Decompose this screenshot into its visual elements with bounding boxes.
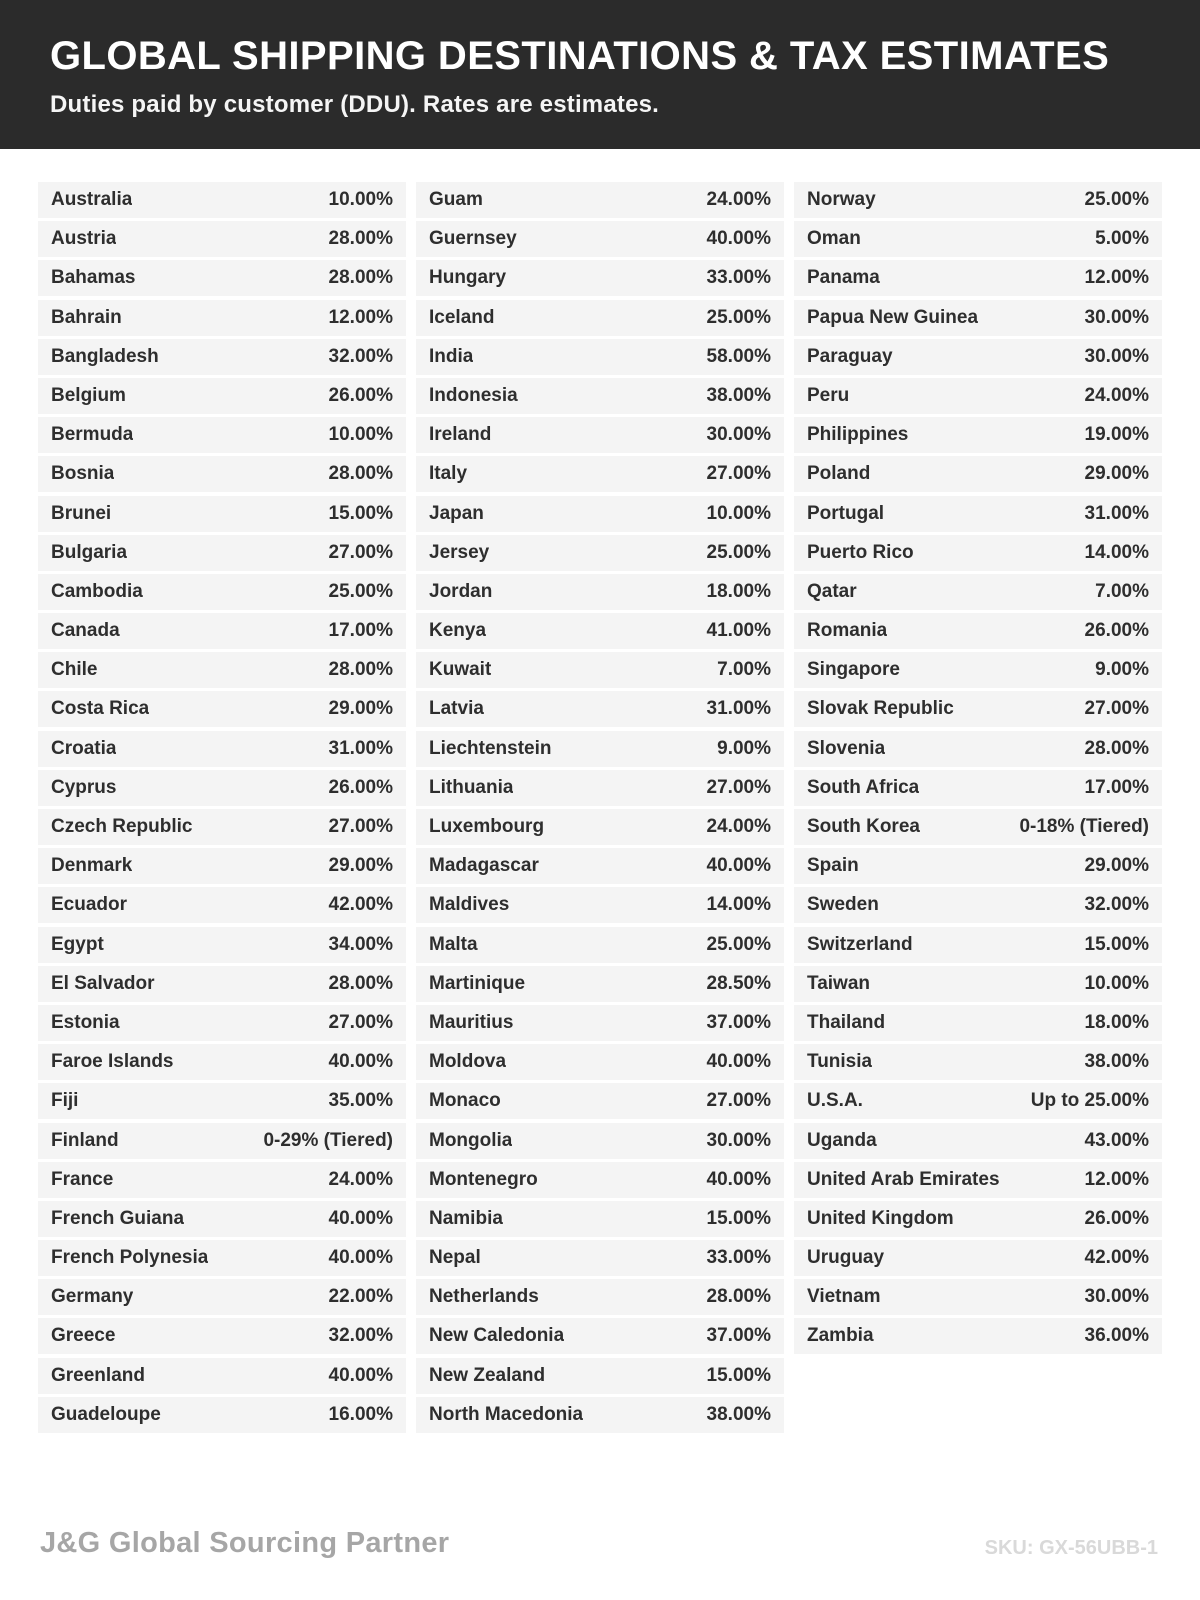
table-row — [38, 456, 406, 492]
country-label: Canada — [51, 620, 120, 642]
rate-value: 35.00% — [328, 1090, 393, 1112]
header-banner — [0, 0, 1200, 149]
table-row — [38, 770, 406, 806]
rate-value: Up to 25.00% — [1030, 1090, 1149, 1112]
country-label: El Salvador — [51, 972, 155, 994]
country-label: Latvia — [429, 698, 484, 720]
rate-value: 27.00% — [1084, 698, 1149, 720]
rate-value: 18.00% — [706, 580, 771, 602]
rate-value: 40.00% — [328, 1247, 393, 1269]
table-row — [794, 339, 1162, 375]
country-label: Czech Republic — [51, 816, 193, 837]
rate-value: 31.00% — [1084, 502, 1149, 524]
rate-value: 12.00% — [1084, 1168, 1149, 1190]
country-label: Faroe Islands — [51, 1051, 174, 1073]
rate-value: 28.00% — [328, 463, 393, 485]
rate-value: 18.00% — [1084, 1011, 1149, 1033]
brand-name: J&G Global Sourcing Partner — [40, 1527, 450, 1559]
rate-value: 10.00% — [1084, 972, 1149, 994]
rate-value: 36.00% — [1084, 1325, 1149, 1347]
rate-value: 17.00% — [328, 620, 393, 642]
rate-value: 28.00% — [328, 228, 393, 250]
rate-value: 7.00% — [1095, 580, 1149, 602]
table-row — [38, 1123, 406, 1159]
table-row — [416, 691, 784, 727]
table-row — [794, 378, 1162, 414]
country-label: Bangladesh — [51, 345, 159, 367]
table-row — [38, 848, 406, 884]
rate-value: 27.00% — [328, 816, 393, 837]
table-row — [794, 417, 1162, 453]
rate-value: 37.00% — [706, 1325, 771, 1347]
rates-column-2 — [416, 182, 784, 1436]
rate-value: 26.00% — [328, 384, 393, 406]
rate-value: 12.00% — [328, 306, 393, 328]
country-label: Kuwait — [429, 659, 492, 681]
country-label: Guadeloupe — [51, 1403, 161, 1425]
rate-value: 14.00% — [706, 894, 771, 916]
country-label: Sweden — [807, 894, 879, 916]
country-label: Bahrain — [51, 306, 122, 328]
table-row — [416, 848, 784, 884]
table-row — [794, 809, 1162, 845]
rate-value: 30.00% — [1084, 345, 1149, 367]
table-row — [38, 300, 406, 336]
country-label: Lithuania — [429, 776, 514, 798]
country-label: Martinique — [429, 972, 526, 994]
country-label: New Zealand — [429, 1364, 546, 1386]
rate-value: 43.00% — [1084, 1129, 1149, 1151]
rate-value: 25.00% — [706, 541, 771, 563]
table-row — [38, 1397, 406, 1433]
table-row — [794, 1005, 1162, 1041]
rate-value: 33.00% — [706, 1247, 771, 1269]
country-label: Germany — [51, 1286, 134, 1308]
country-label: Slovak Republic — [807, 698, 954, 720]
country-label: Belgium — [51, 384, 126, 406]
country-label: Jordan — [429, 580, 493, 602]
table-row — [794, 966, 1162, 1002]
country-label: India — [429, 345, 474, 367]
rate-value: 28.00% — [706, 1286, 771, 1308]
country-label: Singapore — [807, 659, 900, 681]
country-label: Poland — [807, 463, 871, 485]
rate-value: 30.00% — [706, 1129, 771, 1151]
table-row — [794, 927, 1162, 963]
rate-value: 26.00% — [328, 776, 393, 798]
country-label: Portugal — [807, 502, 885, 524]
country-label: Greece — [51, 1325, 116, 1347]
table-row — [794, 1279, 1162, 1315]
country-label: South Korea — [807, 816, 920, 837]
rate-value: 42.00% — [1084, 1247, 1149, 1269]
country-label: Croatia — [51, 737, 117, 759]
table-row — [416, 1279, 784, 1315]
rate-value: 14.00% — [1084, 541, 1149, 563]
country-label: Kenya — [429, 620, 487, 642]
table-row — [38, 927, 406, 963]
rate-value: 12.00% — [1084, 267, 1149, 289]
table-row — [38, 1240, 406, 1276]
rate-value: 25.00% — [706, 933, 771, 955]
table-row — [38, 417, 406, 453]
table-row — [794, 848, 1162, 884]
table-row — [416, 613, 784, 649]
country-label: Puerto Rico — [807, 541, 914, 563]
table-row — [38, 496, 406, 532]
table-row — [794, 535, 1162, 571]
rate-value: 38.00% — [706, 1403, 771, 1425]
country-label: Switzerland — [807, 933, 913, 955]
country-label: Ecuador — [51, 894, 128, 916]
table-row — [38, 1358, 406, 1394]
table-row — [416, 182, 784, 218]
country-label: Costa Rica — [51, 698, 150, 720]
country-label: Ireland — [429, 424, 492, 446]
country-label: Thailand — [807, 1011, 886, 1033]
table-row — [416, 887, 784, 923]
table-row — [38, 260, 406, 296]
country-label: France — [51, 1168, 114, 1190]
table-row — [416, 1044, 784, 1080]
country-label: Oman — [807, 228, 861, 250]
rate-value: 0-29% (Tiered) — [263, 1129, 393, 1151]
rate-value: 26.00% — [1084, 1207, 1149, 1229]
country-label: Mongolia — [429, 1129, 513, 1151]
page-subtitle: Duties paid by customer (DDU). Rates are estimates. — [50, 91, 660, 118]
country-label: French Polynesia — [51, 1247, 209, 1269]
country-label: Jersey — [429, 541, 490, 563]
country-label: Philippines — [807, 424, 909, 446]
rate-value: 40.00% — [706, 855, 771, 877]
table-row — [416, 1318, 784, 1354]
rate-value: 9.00% — [1095, 659, 1149, 681]
rate-value: 29.00% — [1084, 463, 1149, 485]
table-row — [416, 1162, 784, 1198]
table-row — [794, 1162, 1162, 1198]
rate-value: 33.00% — [706, 267, 771, 289]
table-row — [416, 260, 784, 296]
table-row — [38, 221, 406, 257]
country-label: North Macedonia — [429, 1403, 584, 1425]
country-label: Finland — [51, 1129, 119, 1151]
rate-value: 58.00% — [706, 345, 771, 367]
country-label: Namibia — [429, 1207, 503, 1229]
table-row — [416, 1240, 784, 1276]
rate-value: 28.00% — [328, 267, 393, 289]
country-label: Monaco — [429, 1090, 501, 1112]
country-label: South Africa — [807, 776, 920, 798]
table-row — [38, 731, 406, 767]
rate-value: 40.00% — [706, 228, 771, 250]
country-label: Moldova — [429, 1051, 507, 1073]
table-row — [416, 1201, 784, 1237]
country-label: Greenland — [51, 1364, 145, 1386]
rate-value: 24.00% — [706, 816, 771, 837]
table-row — [416, 770, 784, 806]
country-label: Italy — [429, 463, 468, 485]
table-row — [416, 339, 784, 375]
table-row — [416, 300, 784, 336]
table-row — [794, 1318, 1162, 1354]
table-row — [794, 652, 1162, 688]
rates-column-1 — [38, 182, 406, 1436]
country-label: Nepal — [429, 1247, 481, 1269]
rate-value: 15.00% — [328, 502, 393, 524]
table-row — [38, 1005, 406, 1041]
table-row — [416, 417, 784, 453]
rate-value: 24.00% — [706, 189, 771, 210]
country-label: Cambodia — [51, 580, 143, 602]
rate-value: 28.00% — [328, 972, 393, 994]
country-label: Romania — [807, 620, 888, 642]
country-label: Brunei — [51, 502, 112, 524]
country-label: Cyprus — [51, 776, 117, 798]
rate-value: 37.00% — [706, 1011, 771, 1033]
table-row — [794, 221, 1162, 257]
rate-value: 15.00% — [1084, 933, 1149, 955]
country-label: Austria — [51, 228, 117, 250]
rate-value: 17.00% — [1084, 776, 1149, 798]
table-row — [794, 1240, 1162, 1276]
rates-table — [0, 149, 1200, 1436]
rate-value: 40.00% — [328, 1364, 393, 1386]
country-label: Uganda — [807, 1129, 877, 1151]
footer — [0, 1527, 1200, 1560]
rate-value: 40.00% — [706, 1168, 771, 1190]
rate-value: 19.00% — [1084, 424, 1149, 446]
rate-value: 7.00% — [717, 659, 771, 681]
table-row — [416, 809, 784, 845]
table-row — [794, 496, 1162, 532]
rate-value: 10.00% — [328, 424, 393, 446]
table-row — [416, 966, 784, 1002]
rate-value: 15.00% — [706, 1364, 771, 1386]
table-row — [416, 535, 784, 571]
rate-value: 10.00% — [328, 189, 393, 210]
country-label: Maldives — [429, 894, 510, 916]
country-label: Vietnam — [807, 1286, 881, 1308]
rate-value: 30.00% — [1084, 1286, 1149, 1308]
country-label: Liechtenstein — [429, 737, 552, 759]
table-row — [416, 496, 784, 532]
rate-value: 42.00% — [328, 894, 393, 916]
rates-column-3 — [794, 182, 1162, 1436]
country-label: Bahamas — [51, 267, 136, 289]
country-label: Norway — [807, 189, 876, 210]
table-row — [38, 1162, 406, 1198]
country-label: Egypt — [51, 933, 104, 955]
table-row — [794, 770, 1162, 806]
table-row — [38, 339, 406, 375]
rate-value: 28.00% — [1084, 737, 1149, 759]
table-row — [794, 731, 1162, 767]
country-label: Mauritius — [429, 1011, 514, 1033]
rate-value: 32.00% — [328, 345, 393, 367]
table-row — [38, 887, 406, 923]
table-row — [38, 1044, 406, 1080]
rate-value: 27.00% — [328, 541, 393, 563]
rate-value: 29.00% — [328, 855, 393, 877]
country-label: French Guiana — [51, 1207, 185, 1229]
table-row — [416, 927, 784, 963]
country-label: Qatar — [807, 580, 857, 602]
country-label: United Kingdom — [807, 1207, 954, 1229]
table-row — [416, 652, 784, 688]
country-label: Paraguay — [807, 345, 893, 367]
country-label: Chile — [51, 659, 98, 681]
table-row — [38, 535, 406, 571]
table-row — [38, 652, 406, 688]
country-label: Tunisia — [807, 1051, 873, 1073]
table-row — [416, 1397, 784, 1433]
country-label: Madagascar — [429, 855, 539, 877]
country-label: Japan — [429, 502, 484, 524]
table-row — [794, 691, 1162, 727]
country-label: Uruguay — [807, 1247, 885, 1269]
country-label: United Arab Emirates — [807, 1168, 1000, 1190]
sku-label: SKU: GX-56UBB-1 — [984, 1537, 1158, 1559]
country-label: Panama — [807, 267, 880, 289]
table-row — [416, 1005, 784, 1041]
rate-value: 38.00% — [1084, 1051, 1149, 1073]
country-label: Iceland — [429, 306, 495, 328]
country-label: Bosnia — [51, 463, 115, 485]
table-row — [38, 1279, 406, 1315]
rate-value: 5.00% — [1095, 228, 1149, 250]
country-label: Bulgaria — [51, 541, 128, 563]
country-label: Malta — [429, 933, 478, 955]
table-row — [38, 182, 406, 218]
country-label: Indonesia — [429, 384, 518, 406]
country-label: Bermuda — [51, 424, 134, 446]
table-row — [38, 613, 406, 649]
table-row — [416, 1083, 784, 1119]
rate-value: 30.00% — [1084, 306, 1149, 328]
table-row — [416, 221, 784, 257]
table-row — [38, 809, 406, 845]
rate-value: 25.00% — [706, 306, 771, 328]
rate-value: 27.00% — [328, 1011, 393, 1033]
rate-value: 31.00% — [706, 698, 771, 720]
country-label: New Caledonia — [429, 1325, 565, 1347]
rate-value: 30.00% — [706, 424, 771, 446]
rate-value: 40.00% — [328, 1051, 393, 1073]
table-row — [794, 887, 1162, 923]
table-row — [794, 574, 1162, 610]
table-row — [416, 574, 784, 610]
table-row — [794, 1083, 1162, 1119]
rate-value: 40.00% — [328, 1207, 393, 1229]
country-label: Spain — [807, 855, 859, 877]
table-row — [794, 182, 1162, 218]
rate-value: 41.00% — [706, 620, 771, 642]
table-row — [416, 456, 784, 492]
table-row — [416, 1358, 784, 1394]
rate-value: 25.00% — [1084, 189, 1149, 210]
table-row — [794, 456, 1162, 492]
table-row — [794, 1123, 1162, 1159]
table-row — [38, 378, 406, 414]
table-row — [794, 300, 1162, 336]
rate-value: 27.00% — [706, 1090, 771, 1112]
rate-value: 32.00% — [328, 1325, 393, 1347]
table-row — [416, 378, 784, 414]
table-row — [794, 260, 1162, 296]
table-row — [38, 966, 406, 1002]
country-label: Zambia — [807, 1325, 874, 1347]
table-row — [38, 574, 406, 610]
country-label: Hungary — [429, 267, 507, 289]
rate-value: 29.00% — [328, 698, 393, 720]
rate-value: 27.00% — [706, 463, 771, 485]
country-label: Fiji — [51, 1090, 79, 1112]
rate-value: 40.00% — [706, 1051, 771, 1073]
table-row — [794, 1044, 1162, 1080]
rate-value: 28.00% — [328, 659, 393, 681]
rate-value: 25.00% — [328, 580, 393, 602]
rate-value: 9.00% — [717, 737, 771, 759]
rate-value: 28.50% — [706, 972, 771, 994]
rate-value: 0-18% (Tiered) — [1019, 816, 1149, 837]
rate-value: 26.00% — [1084, 620, 1149, 642]
rate-value: 16.00% — [328, 1403, 393, 1425]
rate-value: 31.00% — [328, 737, 393, 759]
country-label: Peru — [807, 384, 850, 406]
page-title: GLOBAL SHIPPING DESTINATIONS & TAX ESTIMATES — [50, 34, 1110, 78]
table-row — [38, 691, 406, 727]
rate-value: 10.00% — [706, 502, 771, 524]
rate-value: 24.00% — [1084, 384, 1149, 406]
country-label: Montenegro — [429, 1168, 538, 1190]
table-row — [416, 731, 784, 767]
rate-value: 32.00% — [1084, 894, 1149, 916]
country-label: U.S.A. — [807, 1090, 863, 1112]
country-label: Netherlands — [429, 1286, 539, 1308]
rate-value: 22.00% — [328, 1286, 393, 1308]
country-label: Guam — [429, 189, 483, 210]
rate-value: 24.00% — [328, 1168, 393, 1190]
rate-value: 15.00% — [706, 1207, 771, 1229]
country-label: Guernsey — [429, 228, 517, 250]
country-label: Australia — [51, 189, 133, 210]
table-row — [38, 1201, 406, 1237]
rate-value: 27.00% — [706, 776, 771, 798]
country-label: Estonia — [51, 1011, 120, 1033]
table-row — [38, 1318, 406, 1354]
country-label: Luxembourg — [429, 816, 545, 837]
table-row — [794, 1201, 1162, 1237]
table-row — [38, 1083, 406, 1119]
rate-value: 29.00% — [1084, 855, 1149, 877]
table-row — [794, 613, 1162, 649]
country-label: Slovenia — [807, 737, 886, 759]
country-label: Taiwan — [807, 972, 870, 994]
rate-value: 34.00% — [328, 933, 393, 955]
rate-value: 38.00% — [706, 384, 771, 406]
country-label: Denmark — [51, 855, 133, 877]
table-row — [416, 1123, 784, 1159]
country-label: Papua New Guinea — [807, 306, 979, 328]
